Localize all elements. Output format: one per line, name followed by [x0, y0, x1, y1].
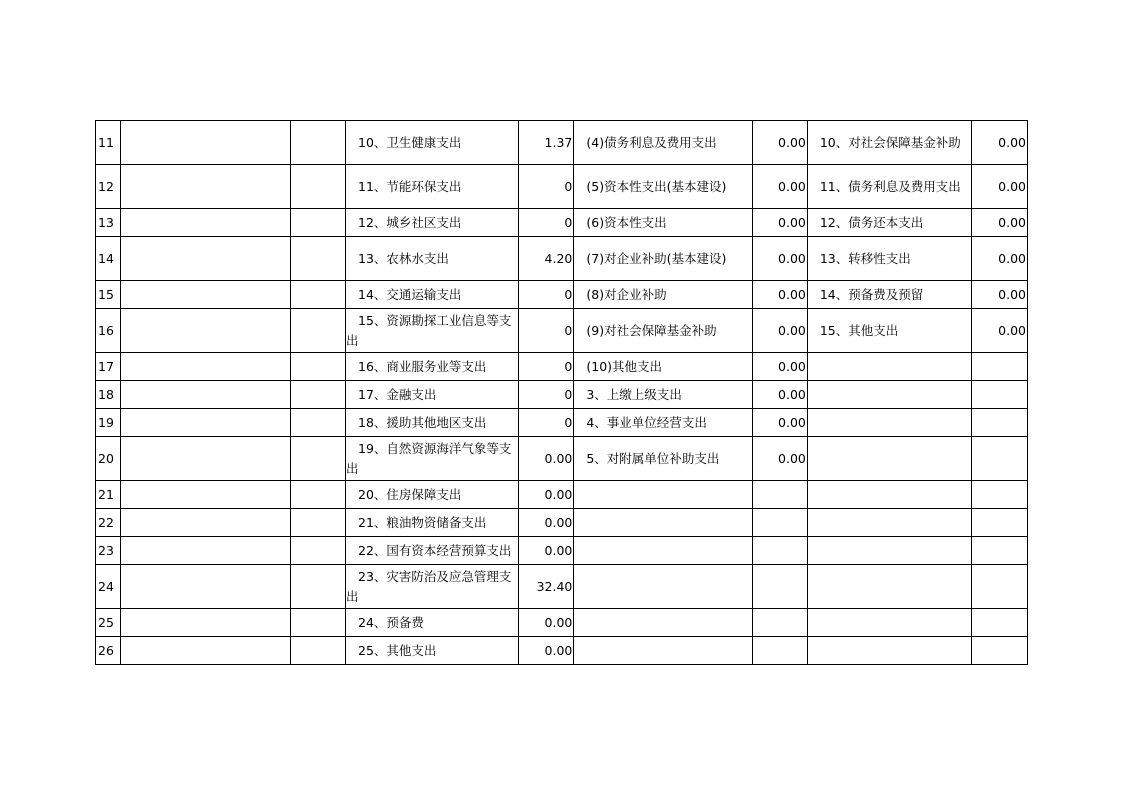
function-item-label — [807, 353, 971, 381]
budget-item-label: 13、农林水支出 — [346, 237, 519, 281]
blank-cell — [291, 353, 346, 381]
economic-item-amount: 0.00 — [753, 437, 808, 481]
economic-item-amount: 0.00 — [753, 121, 808, 165]
economic-item-label: (5)资本性支出(基本建设) — [574, 165, 753, 209]
budget-item-amount: 0 — [518, 409, 574, 437]
budget-item-label: 21、粮油物资储备支出 — [346, 509, 519, 537]
economic-item-amount: 0.00 — [753, 209, 808, 237]
row-number-cell: 22 — [96, 509, 121, 537]
budget-item-amount: 0 — [518, 309, 574, 353]
budget-item-label: 14、交通运输支出 — [346, 281, 519, 309]
row-number-cell: 25 — [96, 609, 121, 637]
budget-item-amount: 0.00 — [518, 637, 574, 665]
blank-cell — [291, 409, 346, 437]
blank-cell — [291, 565, 346, 609]
blank-cell — [120, 509, 290, 537]
economic-item-amount: 0.00 — [753, 353, 808, 381]
function-item-amount — [972, 509, 1028, 537]
economic-item-amount: 0.00 — [753, 165, 808, 209]
function-item-amount: 0.00 — [972, 209, 1028, 237]
row-number-cell: 26 — [96, 637, 121, 665]
row-number-cell: 13 — [96, 209, 121, 237]
blank-cell — [120, 437, 290, 481]
table-row — [96, 509, 1028, 537]
row-number-cell: 14 — [96, 237, 121, 281]
function-item-label — [807, 565, 971, 609]
budget-item-amount: 0 — [518, 353, 574, 381]
blank-cell — [120, 609, 290, 637]
budget-item-amount: 0 — [518, 381, 574, 409]
budget-item-amount: 4.20 — [518, 237, 574, 281]
economic-item-label: (4)债务利息及费用支出 — [574, 121, 753, 165]
budget-item-label: 19、自然资源海洋气象等支出 — [346, 437, 519, 481]
budget-item-label: 16、商业服务业等支出 — [346, 353, 519, 381]
economic-item-amount — [753, 637, 808, 665]
function-item-amount: 0.00 — [972, 121, 1028, 165]
economic-item-amount — [753, 537, 808, 565]
blank-cell — [120, 353, 290, 381]
function-item-label: 15、其他支出 — [807, 309, 971, 353]
budget-item-label: 12、城乡社区支出 — [346, 209, 519, 237]
blank-cell — [120, 309, 290, 353]
function-item-label — [807, 609, 971, 637]
blank-cell — [120, 281, 290, 309]
blank-cell — [120, 209, 290, 237]
economic-item-label — [574, 537, 753, 565]
economic-item-label: (9)对社会保障基金补助 — [574, 309, 753, 353]
table-row — [96, 353, 1028, 381]
economic-item-amount — [753, 609, 808, 637]
blank-cell — [291, 121, 346, 165]
function-item-label — [807, 481, 971, 509]
function-item-label — [807, 381, 971, 409]
function-item-amount — [972, 609, 1028, 637]
economic-item-label: (8)对企业补助 — [574, 281, 753, 309]
function-item-label: 13、转移性支出 — [807, 237, 971, 281]
budget-item-amount: 0.00 — [518, 437, 574, 481]
function-item-label: 14、预备费及预留 — [807, 281, 971, 309]
blank-cell — [291, 309, 346, 353]
function-item-amount: 0.00 — [972, 237, 1028, 281]
row-number-cell: 12 — [96, 165, 121, 209]
economic-item-label: 5、对附属单位补助支出 — [574, 437, 753, 481]
budget-item-amount: 1.37 — [518, 121, 574, 165]
function-item-amount — [972, 637, 1028, 665]
row-number-cell: 23 — [96, 537, 121, 565]
row-number-cell: 16 — [96, 309, 121, 353]
budget-item-label: 15、资源勘探工业信息等支出 — [346, 309, 519, 353]
budget-item-label: 18、援助其他地区支出 — [346, 409, 519, 437]
budget-item-label: 23、灾害防治及应急管理支出 — [346, 565, 519, 609]
economic-item-amount: 0.00 — [753, 281, 808, 309]
blank-cell — [120, 537, 290, 565]
economic-item-label — [574, 509, 753, 537]
table-body — [96, 121, 1028, 665]
table-row — [96, 309, 1028, 353]
economic-item-amount: 0.00 — [753, 237, 808, 281]
table-row — [96, 481, 1028, 509]
table-row — [96, 381, 1028, 409]
blank-cell — [291, 381, 346, 409]
budget-item-amount: 0.00 — [518, 609, 574, 637]
blank-cell — [291, 537, 346, 565]
function-item-label — [807, 409, 971, 437]
budget-item-amount: 0.00 — [518, 481, 574, 509]
row-number-cell: 20 — [96, 437, 121, 481]
blank-cell — [291, 481, 346, 509]
blank-cell — [291, 437, 346, 481]
function-item-label: 11、债务利息及费用支出 — [807, 165, 971, 209]
budget-item-label: 24、预备费 — [346, 609, 519, 637]
row-number-cell: 11 — [96, 121, 121, 165]
table-row — [96, 237, 1028, 281]
function-item-amount — [972, 565, 1028, 609]
blank-cell — [291, 509, 346, 537]
blank-cell — [120, 481, 290, 509]
function-item-amount — [972, 409, 1028, 437]
table-row — [96, 209, 1028, 237]
function-item-amount: 0.00 — [972, 281, 1028, 309]
table-row — [96, 565, 1028, 609]
blank-cell — [120, 121, 290, 165]
table-row — [96, 121, 1028, 165]
function-item-amount: 0.00 — [972, 309, 1028, 353]
economic-item-label: (7)对企业补助(基本建设) — [574, 237, 753, 281]
budget-item-label: 17、金融支出 — [346, 381, 519, 409]
budget-item-label: 10、卫生健康支出 — [346, 121, 519, 165]
function-item-label: 10、对社会保障基金补助 — [807, 121, 971, 165]
row-number-cell: 17 — [96, 353, 121, 381]
blank-cell — [291, 209, 346, 237]
budget-item-amount: 32.40 — [518, 565, 574, 609]
blank-cell — [120, 565, 290, 609]
table-row — [96, 165, 1028, 209]
economic-item-amount: 0.00 — [753, 309, 808, 353]
blank-cell — [291, 281, 346, 309]
economic-item-label — [574, 565, 753, 609]
row-number-cell: 19 — [96, 409, 121, 437]
table-row — [96, 537, 1028, 565]
economic-item-label: (10)其他支出 — [574, 353, 753, 381]
economic-item-label — [574, 609, 753, 637]
function-item-amount — [972, 437, 1028, 481]
blank-cell — [120, 165, 290, 209]
table-row — [96, 637, 1028, 665]
economic-item-label — [574, 637, 753, 665]
row-number-cell: 15 — [96, 281, 121, 309]
blank-cell — [120, 637, 290, 665]
economic-item-amount: 0.00 — [753, 381, 808, 409]
row-number-cell: 21 — [96, 481, 121, 509]
budget-item-amount: 0 — [518, 209, 574, 237]
budget-item-amount: 0.00 — [518, 509, 574, 537]
budget-item-amount: 0 — [518, 165, 574, 209]
row-number-cell: 24 — [96, 565, 121, 609]
blank-cell — [120, 381, 290, 409]
economic-item-label — [574, 481, 753, 509]
budget-item-label: 20、住房保障支出 — [346, 481, 519, 509]
function-item-amount — [972, 353, 1028, 381]
blank-cell — [291, 637, 346, 665]
budget-item-amount: 0 — [518, 281, 574, 309]
budget-item-amount: 0.00 — [518, 537, 574, 565]
economic-item-label: (6)资本性支出 — [574, 209, 753, 237]
budget-expenditure-table — [95, 120, 1028, 665]
economic-item-amount: 0.00 — [753, 409, 808, 437]
economic-item-amount — [753, 509, 808, 537]
row-number-cell: 18 — [96, 381, 121, 409]
function-item-amount — [972, 381, 1028, 409]
blank-cell — [120, 409, 290, 437]
table-row — [96, 281, 1028, 309]
table-row — [96, 437, 1028, 481]
function-item-label — [807, 437, 971, 481]
economic-item-label: 4、事业单位经营支出 — [574, 409, 753, 437]
function-item-label — [807, 637, 971, 665]
function-item-label: 12、债务还本支出 — [807, 209, 971, 237]
economic-item-label: 3、上缴上级支出 — [574, 381, 753, 409]
function-item-label — [807, 537, 971, 565]
budget-item-label: 11、节能环保支出 — [346, 165, 519, 209]
budget-item-label: 22、国有资本经营预算支出 — [346, 537, 519, 565]
function-item-amount: 0.00 — [972, 165, 1028, 209]
blank-cell — [291, 609, 346, 637]
blank-cell — [120, 237, 290, 281]
function-item-label — [807, 509, 971, 537]
economic-item-amount — [753, 481, 808, 509]
table-row — [96, 609, 1028, 637]
blank-cell — [291, 165, 346, 209]
economic-item-amount — [753, 565, 808, 609]
blank-cell — [291, 237, 346, 281]
table-row — [96, 409, 1028, 437]
function-item-amount — [972, 481, 1028, 509]
function-item-amount — [972, 537, 1028, 565]
budget-item-label: 25、其他支出 — [346, 637, 519, 665]
